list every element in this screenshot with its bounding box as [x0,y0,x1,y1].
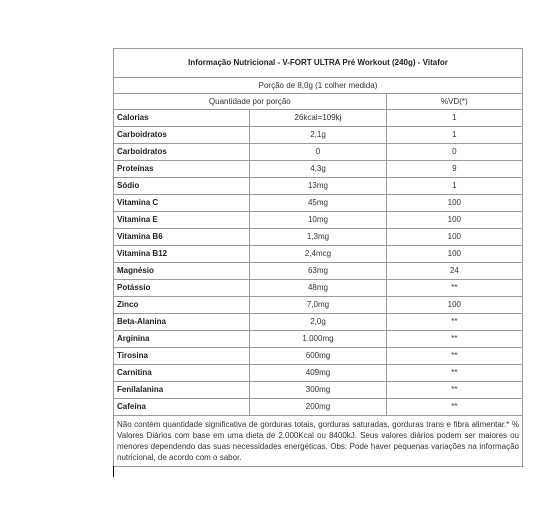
nutrient-vd: ** [386,280,522,297]
nutrient-amount: 2,4mcg [250,246,386,263]
nutrient-name: Magnésio [114,263,250,280]
table-row [114,280,523,297]
nutrient-name: Fenilalanina [114,382,250,399]
portion-text: Porção de 8,0g (1 colher medida) [114,78,523,94]
header-row [114,94,523,110]
table-row [114,314,523,331]
footnote-row [114,416,523,467]
nutrition-table [113,48,523,467]
table-row [114,144,523,161]
nutrient-amount: 48mg [250,280,386,297]
nutrient-vd: 100 [386,195,522,212]
nutrition-table-container [113,48,523,467]
portion-row [114,78,523,94]
table-row [114,263,523,280]
table-row [114,127,523,144]
nutrient-amount: 1,3mg [250,229,386,246]
nutrient-amount: 10mg [250,212,386,229]
nutrient-amount: 2,0g [250,314,386,331]
table-row [114,297,523,314]
nutrient-amount: 63mg [250,263,386,280]
nutrient-name: Cafeína [114,399,250,416]
nutrient-vd: 100 [386,297,522,314]
footnote-text: Não contém quantidade significativa de gorduras totais, gorduras saturadas, gorduras trans e fibra alimentar.* % Valores Diários com base em uma dieta de 2.000Kcal ou 8400kJ. Seus valores diários podem ser maiores ou menores dependendo das suas necessidades energéticas. Obs: Pode haver pequenas variações na informação nutricional, de acordo com o sabor. [114,416,523,467]
nutrient-name: Arginina [114,331,250,348]
nutrient-vd: ** [386,348,522,365]
nutrient-name: Zinco [114,297,250,314]
nutrient-vd: 100 [386,246,522,263]
table-row [114,229,523,246]
table-title-row [114,49,523,78]
nutrient-name: Vitamina C [114,195,250,212]
nutrient-name: Proteínas [114,161,250,178]
nutrient-vd: 1 [386,127,522,144]
table-row [114,382,523,399]
table-row [114,110,523,127]
nutrient-amount: 26kcal=109kj [250,110,386,127]
text-cursor [113,466,114,477]
nutrient-name: Carboidratos [114,144,250,161]
nutrient-vd: ** [386,399,522,416]
table-row [114,348,523,365]
nutrient-amount: 2,1g [250,127,386,144]
nutrient-name: Tirosina [114,348,250,365]
nutrient-vd: ** [386,331,522,348]
nutrient-name: Vitamina B6 [114,229,250,246]
nutrient-amount: 45mg [250,195,386,212]
table-title: Informação Nutricional - V-FORT ULTRA Pré Workout (240g) - Vitafor [114,49,523,78]
nutrient-vd: ** [386,314,522,331]
nutrient-name: Potássio [114,280,250,297]
nutrient-amount: 300mg [250,382,386,399]
nutrient-name: Calorias [114,110,250,127]
table-row [114,212,523,229]
table-row [114,178,523,195]
table-row [114,246,523,263]
nutrient-name: Sódio [114,178,250,195]
table-row [114,399,523,416]
nutrient-amount: 409mg [250,365,386,382]
nutrient-amount: 0 [250,144,386,161]
nutrient-vd: 100 [386,212,522,229]
nutrient-name: Carnitina [114,365,250,382]
nutrient-name: Beta-Alanina [114,314,250,331]
nutrient-amount: 1.000mg [250,331,386,348]
table-row [114,365,523,382]
nutrient-name: Carboidratos [114,127,250,144]
nutrient-amount: 600mg [250,348,386,365]
nutrient-vd: 24 [386,263,522,280]
table-row [114,161,523,178]
nutrient-vd: 9 [386,161,522,178]
nutrient-vd: ** [386,365,522,382]
nutrient-vd: 1 [386,110,522,127]
nutrient-vd: ** [386,382,522,399]
nutrient-name: Vitamina B12 [114,246,250,263]
nutrient-amount: 7,0mg [250,297,386,314]
nutrient-vd: 100 [386,229,522,246]
nutrient-name: Vitamina E [114,212,250,229]
nutrient-vd: 1 [386,178,522,195]
nutrient-amount: 13mg [250,178,386,195]
nutrient-amount: 200mg [250,399,386,416]
table-row [114,195,523,212]
nutrient-vd: 0 [386,144,522,161]
header-quantity: Quantidade por porção [114,94,387,110]
header-vd: %VD(*) [386,94,522,110]
table-row [114,331,523,348]
nutrient-amount: 4,3g [250,161,386,178]
